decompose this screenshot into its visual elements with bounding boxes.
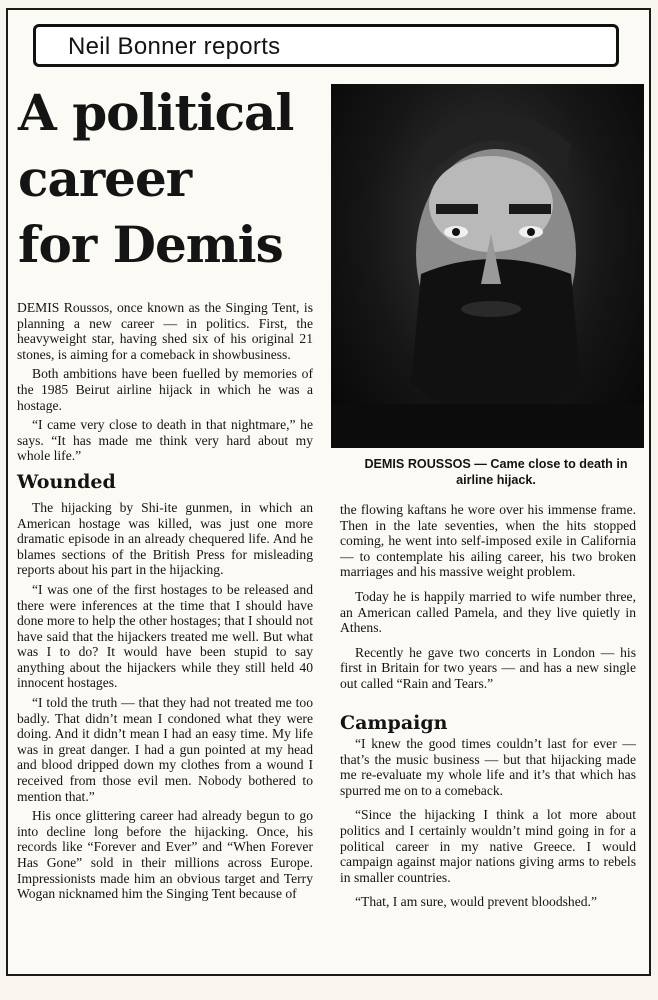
paragraph: “I told the truth — that they had not treated me too badly. That didn’t mean I condoned what they were doing. And it didn’t mean I had an easy time. My life was in great danger. I had a gun pointed at my head and blood dripped down my clothes from a wound I received from those evil men. Nobody bothered to mention that.”: [17, 695, 313, 804]
left-column: [17, 300, 313, 906]
headline-line-2: career: [18, 149, 192, 208]
byline-box: [33, 24, 619, 67]
paragraph: Today he is happily married to wife number three, an American called Pamela, and they live quietly in Athens.: [340, 588, 636, 636]
paragraph: DEMIS Roussos, once known as the Singing Tent, is planning a new career — in politics. First, the heavyweight star, having shed six of his original 21 stones, is aiming for a comeback in showbusiness.: [17, 300, 313, 362]
right-column-bottom: [340, 736, 636, 919]
paragraph: “That, I am sure, would prevent bloodshed.”: [355, 894, 597, 910]
headline: [18, 80, 328, 278]
subhead-wounded: Wounded: [17, 470, 116, 493]
subhead-campaign: Campaign: [340, 712, 448, 734]
byline: Neil Bonner reports: [68, 33, 281, 60]
headline-line-3: for Demis: [18, 215, 283, 274]
paragraph: the flowing kaftans he wore over his immense frame. Then in the late seventies, when the hits stopped coming, he went into self-imposed exile in California — to contemplate his ailing career, his two broken marriages and his massive weight problem.: [340, 502, 636, 580]
paragraph: Recently he gave two concerts in London — his first in Britain for two years — and has a new single out called “Rain and Tears.”: [340, 644, 636, 691]
headline-line-1: A political: [18, 83, 294, 142]
paragraph: Both ambitions have been fuelled by memories of the 1985 Beirut airline hijack in which he was a hostage.: [17, 366, 313, 413]
paragraph: The hijacking by Shi-ite gunmen, in which an American hostage was killed, was just one more dramatic episode in an already chequered life. And he blames sections of the British Press for misleading reports about his part in the hijacking.: [17, 499, 313, 578]
portrait-photo: [331, 84, 644, 448]
paragraph: “Since the hijacking I think a lot more about politics and I certainly wouldn’t mind going in for a political career in my native Greece. I would campaign against major nations giving arms to rebels in smaller countries.: [340, 807, 636, 885]
paragraph: “I was one of the first hostages to be released and there were inferences at the time that I should have done more to help the other hostages; that I should not have said that the hijackers treated me well. But what was I to do? It would have been stupid to say anything about the hijackers while they still held 40 innocent hostages.: [17, 581, 313, 691]
paragraph: His once glittering career had already begun to go into decline long before the hijacking. Once, his records like “Forever and Ever” and “When Forever Has Gone” sold in their millions across Europe. Impressionists made him an obvious target and Terry Wogan nicknamed him the Singing Tent because of: [17, 808, 313, 902]
right-column-top: [340, 502, 636, 701]
photo-caption: DEMIS ROUSSOS — Came close to death in airline hijack.: [364, 457, 628, 487]
paragraph: “I came very close to death in that nightmare,” he says. “It has made me think very hard about my whole life.”: [17, 417, 313, 464]
paragraph: “I knew the good times couldn’t last for ever — that’s the music business — but that hijacking made me re-evaluate my whole life and it’s that which has spurred me on to a comeback.: [340, 736, 636, 798]
